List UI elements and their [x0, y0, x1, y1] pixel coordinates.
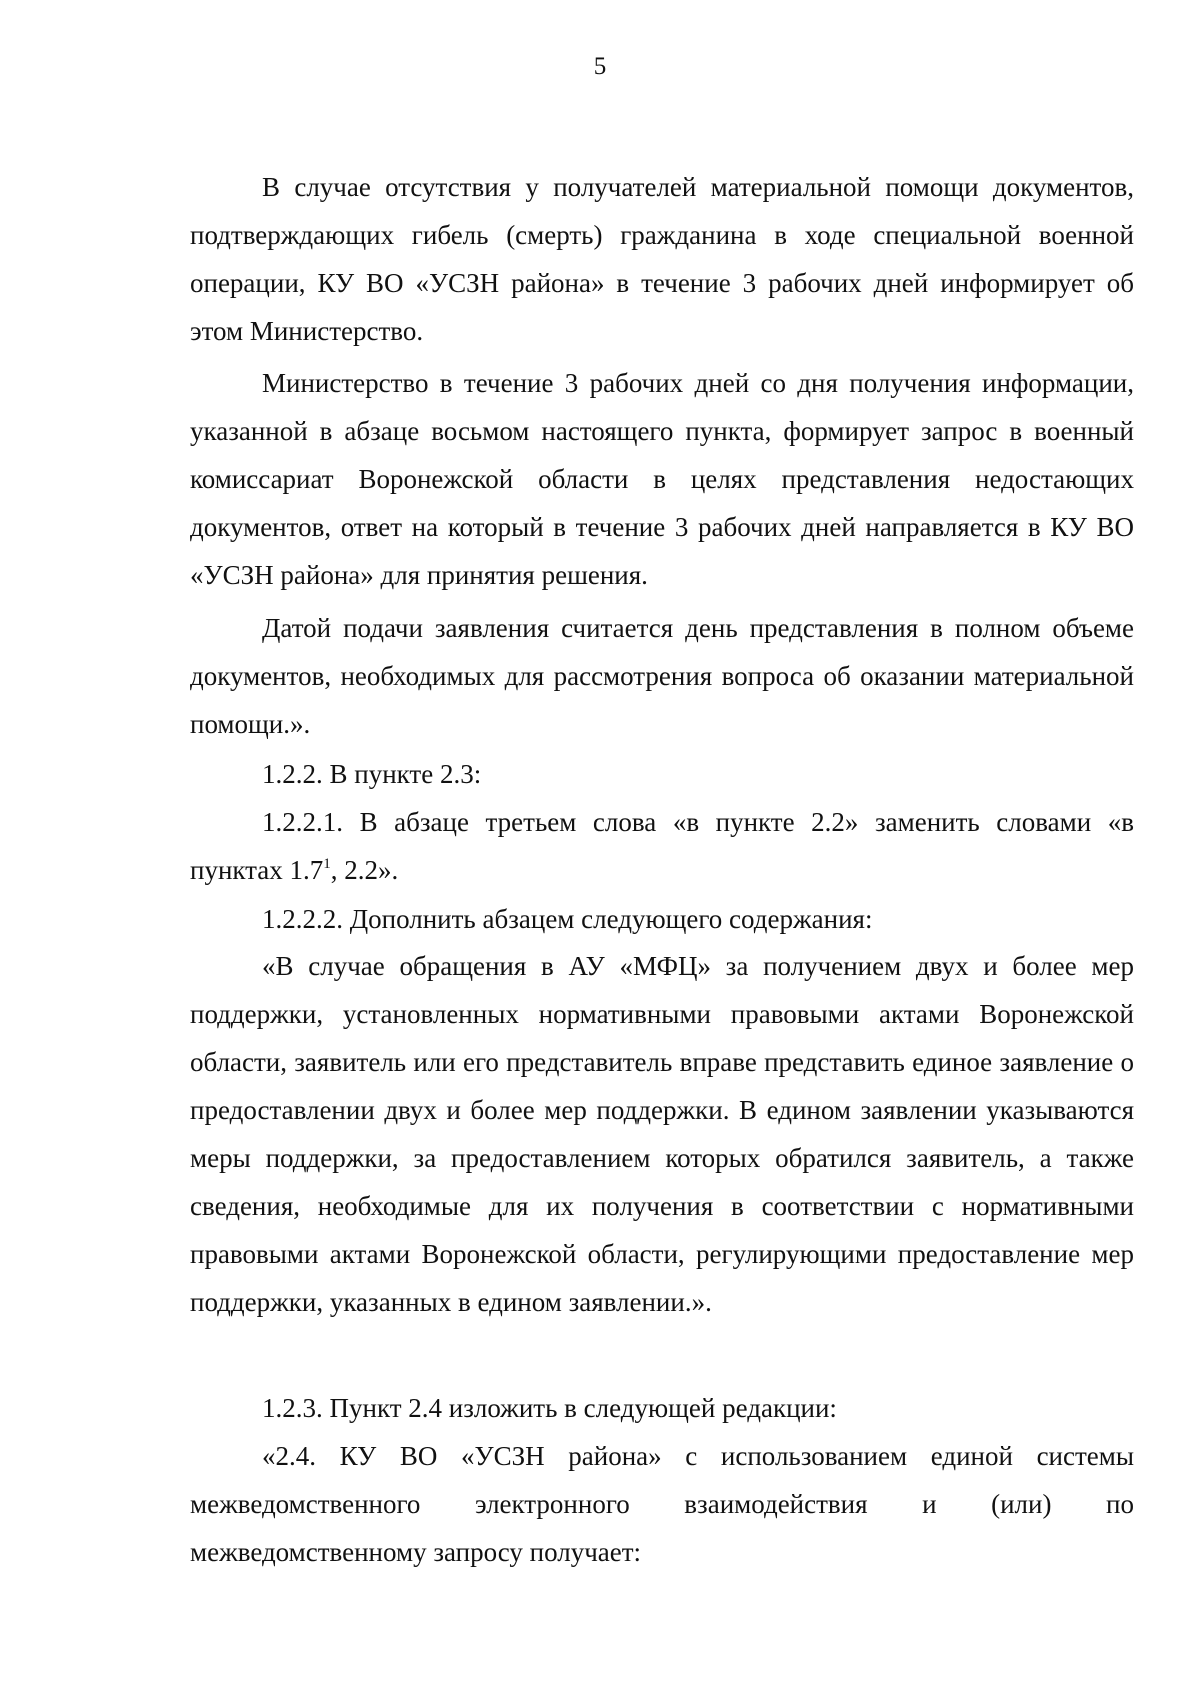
clause-2-4-new-wording	[190, 1432, 1134, 1576]
paragraph-mfc-single-application	[190, 942, 1134, 1326]
paragraph-ministry-request	[190, 359, 1134, 599]
page-number: 5	[593, 53, 607, 80]
clause-1-2-2	[190, 750, 1134, 798]
paragraph-text: Министерство в течение 3 рабочих дней со дня получения информации, указанной в абзаце восьмом настоящего пункта, формирует запрос в военный комиссариат Воронежской области в целях представления недостающих документов, ответ на который в течение 3 рабочих дней направляется в КУ ВО «УСЗН района» для принятия решения.	[190, 368, 1134, 590]
paragraph-line: «2.4. КУ ВО «УСЗН района» с использованием единой системы	[262, 1441, 1134, 1471]
paragraph-application-date	[190, 604, 1134, 748]
paragraph-line: межведомственного электронного взаимодействия и (или) по	[190, 1489, 1134, 1519]
paragraph-text: «В случае обращения в АУ «МФЦ» за получением двух и более мер поддержки, установленных нормативными правовыми актами Воронежской области, заявитель или его представитель вправе представить единое заявление о предоставлении двух и более мер поддержки. В едином заявлении указываются меры поддержки, за предоставлением которых обратился заявитель, а также сведения, необходимые для их получения в соответствии с нормативными правовыми актами Воронежской области, регулирующими предоставление мер поддержки, указанных в едином заявлении.».	[190, 951, 1134, 1317]
paragraph-missing-documents	[190, 163, 1134, 355]
superscript-index: 1	[323, 856, 331, 872]
paragraph-text: 1.2.2. В пункте 2.3:	[262, 759, 482, 789]
clause-1-2-3	[190, 1384, 1134, 1432]
clause-1-2-2-1	[190, 798, 1134, 894]
paragraph-text: В случае отсутствия у получателей материальной помощи документов, подтверждающих гибель (смерть) гражданина в ходе специальной военной операции, КУ ВО «УСЗН района» в течение 3 рабочих дней информирует об этом Министерство.	[190, 172, 1134, 346]
paragraph-line: межведомственному запросу получает:	[190, 1537, 642, 1567]
paragraph-text: Датой подачи заявления считается день представления в полном объеме документов, необходимых для рассмотрения вопроса об оказании материальной помощи.».	[190, 613, 1134, 739]
paragraph-text: 1.2.3. Пункт 2.4 изложить в следующей редакции:	[262, 1393, 837, 1423]
paragraph-text	[190, 798, 1134, 894]
paragraph-text: 1.2.2.2. Дополнить абзацем следующего содержания:	[262, 904, 873, 934]
clause-text-before: 1.2.2.1. В абзаце третьем слова «в пункте 2.2» заменить словами «в пунктах 1.7	[190, 807, 1134, 885]
clause-1-2-2-2	[190, 895, 1134, 943]
clause-text-after: , 2.2».	[330, 855, 399, 885]
